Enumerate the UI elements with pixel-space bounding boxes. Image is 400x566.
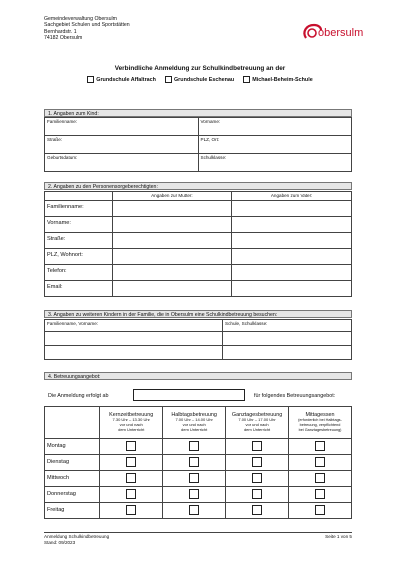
column-header: Angaben zur Mutter: — [112, 192, 232, 201]
column-kernzeit — [100, 407, 163, 439]
halbtag-checkbox[interactable] — [189, 489, 199, 499]
field-label: Schulklasse: — [200, 155, 227, 160]
field-label: Geburtsdatum: — [47, 155, 78, 160]
field-label: PLZ, Ort: — [200, 137, 220, 142]
father-phone-field[interactable] — [232, 264, 352, 280]
offer-label: für folgendes Betreuungsangebot: — [254, 393, 336, 399]
column-title: Mittagessen — [305, 412, 335, 419]
sibling-name-field[interactable] — [45, 346, 223, 360]
child-city-field[interactable] — [198, 136, 352, 154]
checkbox[interactable] — [243, 76, 250, 83]
school-options — [0, 76, 400, 83]
child-info-table — [44, 117, 352, 172]
column-sub: betreuung, verpflichtend — [299, 423, 341, 428]
row-label: PLZ, Wohnort: — [45, 248, 113, 264]
column-header: Angaben zum Vater: — [232, 192, 352, 201]
father-city-field[interactable] — [232, 248, 352, 264]
column-sub: 7.00 Uhr – 14.00 Uhr — [175, 417, 213, 423]
column-sub: 7.30 Uhr – 13.30 Uhr — [112, 417, 150, 423]
day-label: Montag — [45, 439, 100, 455]
child-surname-field[interactable] — [45, 118, 199, 136]
mittagessen-checkbox[interactable] — [315, 505, 325, 515]
ganztag-checkbox[interactable] — [252, 473, 262, 483]
column-sub: dem Unterricht — [243, 427, 271, 432]
section-heading: 2. Angaben zu den Personensorgeberechtigten: — [44, 182, 352, 190]
footer-left — [44, 534, 109, 545]
siblings-table — [44, 319, 352, 360]
guardians-table — [44, 191, 352, 297]
father-surname-field[interactable] — [232, 200, 352, 216]
footer-line: Stand: 09/2023 — [44, 539, 76, 545]
halbtag-checkbox[interactable] — [189, 473, 199, 483]
father-street-field[interactable] — [232, 232, 352, 248]
footer-rule — [44, 532, 352, 533]
page-number: Seite 1 von 5 — [325, 534, 352, 539]
column-sub: vor und nach — [119, 422, 143, 428]
mother-street-field[interactable] — [112, 232, 232, 248]
row-label: Telefon: — [45, 264, 113, 280]
mittagessen-checkbox[interactable] — [315, 473, 325, 483]
row-label: Email: — [45, 280, 113, 296]
day-label: Freitag — [45, 503, 100, 519]
mother-surname-field[interactable] — [112, 200, 232, 216]
row-label: Straße: — [45, 232, 113, 248]
column-title: Ganztagesbetreuung — [231, 412, 283, 419]
logo-text: obersulm — [318, 27, 364, 39]
logo-swoosh-icon — [300, 22, 370, 42]
mother-phone-field[interactable] — [112, 264, 232, 280]
mother-email-field[interactable] — [112, 280, 232, 296]
start-label: Die Anmeldung erfolgt ab — [48, 393, 109, 399]
column-sub: 7.00 Uhr – 17.00 Uhr — [238, 417, 276, 423]
school-option[interactable] — [87, 76, 156, 83]
address-line: Sachgebiet Schulen und Sportstätten — [44, 22, 130, 29]
day-label: Mittwoch — [45, 471, 100, 487]
mother-firstname-field[interactable] — [112, 216, 232, 232]
school-label: Michael-Beheim-Schule — [252, 76, 313, 83]
column-header: Familienname, Vorname: — [47, 321, 99, 326]
halbtag-checkbox[interactable] — [189, 441, 199, 451]
ganztag-checkbox[interactable] — [252, 489, 262, 499]
halbtag-checkbox[interactable] — [189, 505, 199, 515]
column-sub: vor und nach — [182, 422, 206, 428]
kernzeit-checkbox[interactable] — [126, 457, 136, 467]
sibling-name-field[interactable] — [45, 320, 223, 332]
section-heading: 3. Angaben zu weiteren Kindern in der Familie, die in Obersulm eine Schulkindbetreuung besuchen: — [44, 310, 352, 318]
child-firstname-field[interactable] — [198, 118, 352, 136]
day-label: Dienstag — [45, 455, 100, 471]
school-option[interactable] — [165, 76, 234, 83]
address-line: Bernhardstr. 1 — [44, 28, 77, 35]
care-offer-table — [44, 406, 352, 519]
start-date-input[interactable] — [133, 389, 245, 401]
halbtag-checkbox[interactable] — [189, 457, 199, 467]
column-header: Schule, Schulklasse: — [225, 321, 268, 326]
ganztag-checkbox[interactable] — [252, 505, 262, 515]
column-sub: vor und nach — [245, 422, 269, 428]
row-label: Familienname: — [45, 200, 113, 216]
kernzeit-checkbox[interactable] — [126, 441, 136, 451]
sibling-school-field[interactable] — [223, 320, 352, 332]
school-label: Grundschule Affaltrach — [96, 76, 156, 83]
section-heading: 4. Betreuungsangebot: — [44, 372, 352, 380]
sibling-name-field[interactable] — [45, 332, 223, 346]
mittagessen-checkbox[interactable] — [315, 441, 325, 451]
row-label: Vorname: — [45, 216, 113, 232]
column-ganztag — [226, 407, 289, 439]
father-firstname-field[interactable] — [232, 216, 352, 232]
kernzeit-checkbox[interactable] — [126, 505, 136, 515]
father-email-field[interactable] — [232, 280, 352, 296]
column-title: Halbtagsbetreuung — [171, 412, 217, 419]
sibling-school-field[interactable] — [223, 346, 352, 360]
column-title: Kernzeitbetreuung — [109, 412, 154, 419]
sibling-school-field[interactable] — [223, 332, 352, 346]
address-line: Gemeindeverwaltung Obersulm — [44, 16, 117, 22]
school-label: Grundschule Eschenau — [173, 76, 235, 83]
column-halbtag — [163, 407, 226, 439]
obersulm-logo — [300, 22, 370, 42]
form-title: Verbindliche Anmeldung zur Schulkindbetreuung an der — [114, 65, 286, 72]
ganztag-checkbox[interactable] — [252, 457, 262, 467]
child-street-field[interactable] — [45, 136, 199, 154]
section-heading: 1. Angaben zum Kind: — [44, 109, 352, 117]
address-line: 74182 Obersulm — [44, 35, 83, 42]
kernzeit-checkbox[interactable] — [126, 473, 136, 483]
field-label: Straße: — [47, 137, 63, 142]
ganztag-checkbox[interactable] — [252, 441, 262, 451]
sender-address — [44, 16, 130, 42]
mittagessen-checkbox[interactable] — [315, 457, 325, 467]
mother-city-field[interactable] — [112, 248, 232, 264]
column-sub: dem Unterricht — [181, 427, 208, 432]
column-sub: (erforderlich bei Halbtags- — [298, 418, 342, 423]
checkbox[interactable] — [87, 76, 94, 83]
column-mittagessen — [289, 407, 352, 439]
footer-line: Anmeldung Schulkindbetreuung — [44, 534, 110, 539]
child-class-field[interactable] — [198, 154, 352, 172]
checkbox[interactable] — [165, 76, 172, 83]
child-birthdate-field[interactable] — [45, 154, 199, 172]
column-sub: dem Unterricht — [118, 427, 145, 432]
field-label: Vorname: — [200, 119, 221, 124]
school-option[interactable] — [243, 76, 313, 83]
mittagessen-checkbox[interactable] — [315, 489, 325, 499]
column-sub: bei Ganztagesbetreuung) — [298, 428, 342, 432]
field-label: Familienname: — [47, 119, 78, 124]
day-label: Donnerstag — [45, 487, 100, 503]
kernzeit-checkbox[interactable] — [126, 489, 136, 499]
